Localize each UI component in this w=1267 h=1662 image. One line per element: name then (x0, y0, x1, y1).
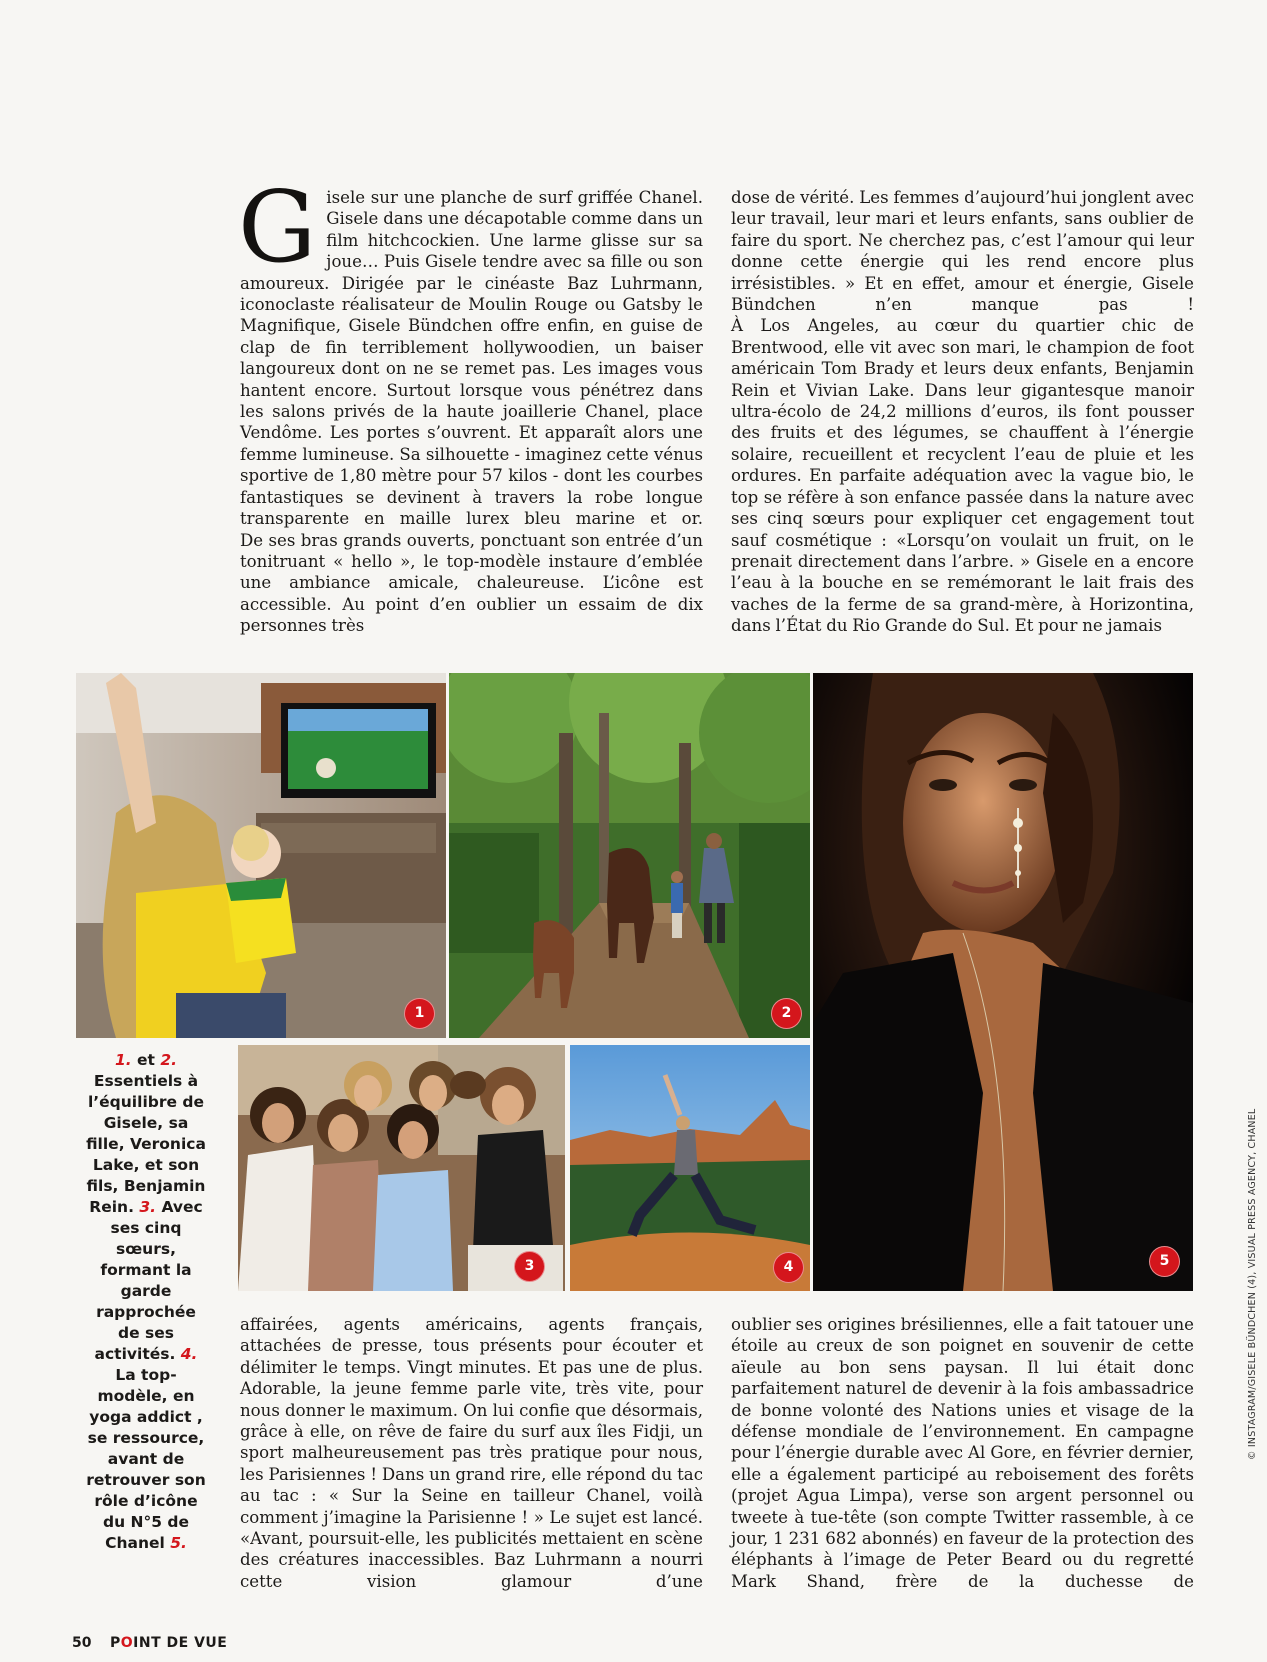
article-column-1-bottom (240, 1314, 703, 1592)
caption-text: Essentiels à l’équilibre de Gisele, sa fille, Veronica Lake, et son fils, Benjamin Rein. (86, 1072, 206, 1216)
photo-five-sisters (238, 1045, 565, 1291)
photo-number-badge: 4 (773, 1252, 804, 1283)
photo-credit: © INSTAGRAM/GISELE BÜNDCHEN (4), VISUAL PRESS AGENCY, CHANEL (1247, 1108, 1258, 1460)
caption-number: 1. (114, 1051, 132, 1069)
magazine-name: POINT DE VUE (110, 1635, 228, 1651)
photo-portrait-chanel (813, 673, 1193, 1291)
photo-number-badge: 5 (1149, 1246, 1180, 1277)
article-column-2-bottom (731, 1314, 1194, 1592)
caption-text: Avec ses cinq sœurs, formant la garde rapprochée de ses activités. (94, 1198, 203, 1363)
photo-forest-path-horses (449, 673, 810, 1038)
article-column-2-top (731, 187, 1194, 637)
photo-number-badge: 1 (404, 998, 435, 1029)
photo-number-badge: 3 (514, 1251, 545, 1282)
caption-number: 2. (160, 1051, 178, 1069)
paragraph: isele sur une planche de surf griffée Chanel. Gisele dans une décapotable comme dans un film hitchcockien. Une larme glisse sur sa joue… Puis Gisele tendre avec sa fille ou son amoureux. Dirigée par le cinéaste Baz Luhrmann, iconoclaste réalisateur de Moulin Rouge ou Gatsby le Magnifique, Gisele Bündchen offre enfin, en guise de clap de fin terriblement hollywoodien, un baiser langoureux dont on ne se remet pas. Les images vous hantent encore. Surtout lorsque vous pénétrez dans les salons privés de la haute joaillerie Chanel, place Vendôme. Les portes s’ouvrent. Et apparaît alors une femme lumineuse. Sa silhouette - imaginez cette vénus sportive de 1,80 mètre pour 57 kilos - dont les courbes fantastiques se devinent à travers la robe longue transparente en maille lurex bleu marine et or. (240, 188, 703, 529)
page-number: 50 (72, 1635, 92, 1651)
photo-yoga-canyon (570, 1045, 810, 1291)
photo-mother-daughter-tv (76, 673, 446, 1038)
caption-text: La top-modèle, en yoga addict , se ressource, avant de retrouver son rôle d’icône du N°5 de Chanel (86, 1366, 206, 1552)
article-column-1-top (238, 171, 703, 637)
paragraph: affairées, agents américains, agents français, attachées de presse, tous présents pour écouter et délimiter le temps. Vingt minutes. Et pas une de plus. Adorable, la jeune femme parle vite, très vite, pour nous donner le maximum. On lui confie que désormais, grâce à elle, on rêve de faire du surf aux îles Fidji, un sport malheureusement pas très pratique pour nous, les Parisiennes ! Dans un grand rire, elle répond du tac au tac : « Sur la Seine en tailleur Chanel, voilà comment j’imagine la Parisienne ! » Le sujet est lancé. «Avant, poursuit-elle, les publicités mettaient en scène des créatures inaccessibles. Baz Luhrmann a nourri cette vision glamour d’une (240, 1315, 703, 1591)
photo-number-badge: 2 (771, 998, 802, 1029)
caption-number: 3. (139, 1198, 157, 1216)
drop-cap: G (238, 171, 317, 285)
paragraph: oublier ses origines brésiliennes, elle a fait tatouer une étoile au creux de son poignet en souvenir de cette aïeule au bon sens paysan. Il lui était donc parfaitement naturel de devenir à la fois ambassadrice de bonne volonté des Nations unies et visage de la défense mondiale de l’environnement. En campagne pour l’énergie durable avec Al Gore, en février dernier, elle a également participé au reboisement des forêts (projet Agua Limpa), verse son argent personnel ou tweete à tue-tête (son compte Twitter rassemble, à ce jour, 1 231 682 abonnés) en faveur de la protection des éléphants à l’image de Peter Beard ou du regretté Mark Shand, frère de la duchesse de (731, 1315, 1194, 1591)
caption-number: 4. (180, 1345, 198, 1363)
paragraph: À Los Angeles, au cœur du quartier chic de Brentwood, elle vit avec son mari, le champion de foot américain Tom Brady et leurs deux enfants, Benjamin Rein et Vivian Lake. Dans leur gigantesque manoir ultra-écolo de 24,2 millions d’euros, ils font pousser des fruits et des légumes, se chauffent à l’énergie solaire, recueillent et recyclent l’eau de pluie et les ordures. En parfaite adéquation avec la vague bio, le top se réfère à son enfance passée dans la nature avec ses cinq sœurs pour expliquer cet engagement tout sauf cosmétique : «Lorsqu’on voulait un fruit, on le prenait directement dans l’arbre. » Gisele en a encore l’eau à la bouche en se remémorant le lait frais des vaches de la ferme de sa grand-mère, à Horizontina, dans l’État du Rio Grande do Sul. Et pour ne jamais (731, 316, 1194, 636)
paragraph: De ses bras grands ouverts, ponctuant son entrée d’un tonitruant « hello », le top-modèle instaure d’emblée une ambiance amicale, chaleureuse. L’icône est accessible. Au point d’en oublier un essaim de dix personnes très (240, 530, 703, 636)
caption-number: 5. (170, 1534, 187, 1552)
paragraph: dose de vérité. Les femmes d’aujourd’hui jonglent avec leur travail, leur mari et leurs enfants, sans oublier de faire du sport. Ne cherchez pas, c’est l’amour qui leur donne cette énergie qui les rend encore plus irrésistibles. » Et en effet, amour et énergie, Gisele Bündchen n’en manque pas ! (731, 188, 1194, 315)
photo-caption: 1. et 2. Essentiels à l’équilibre de Gisele, sa fille, Veronica Lake, et son fils, Benjamin Rein. 3. Avec ses cinq sœurs, formant la garde rapprochée de ses activités. 4. La top-modèle, en yoga addict , se ressource, avant de retrouver son rôle d’icône du N°5 de Chanel 5. (86, 1051, 206, 1552)
bleed-through-text (200, 86, 1200, 146)
